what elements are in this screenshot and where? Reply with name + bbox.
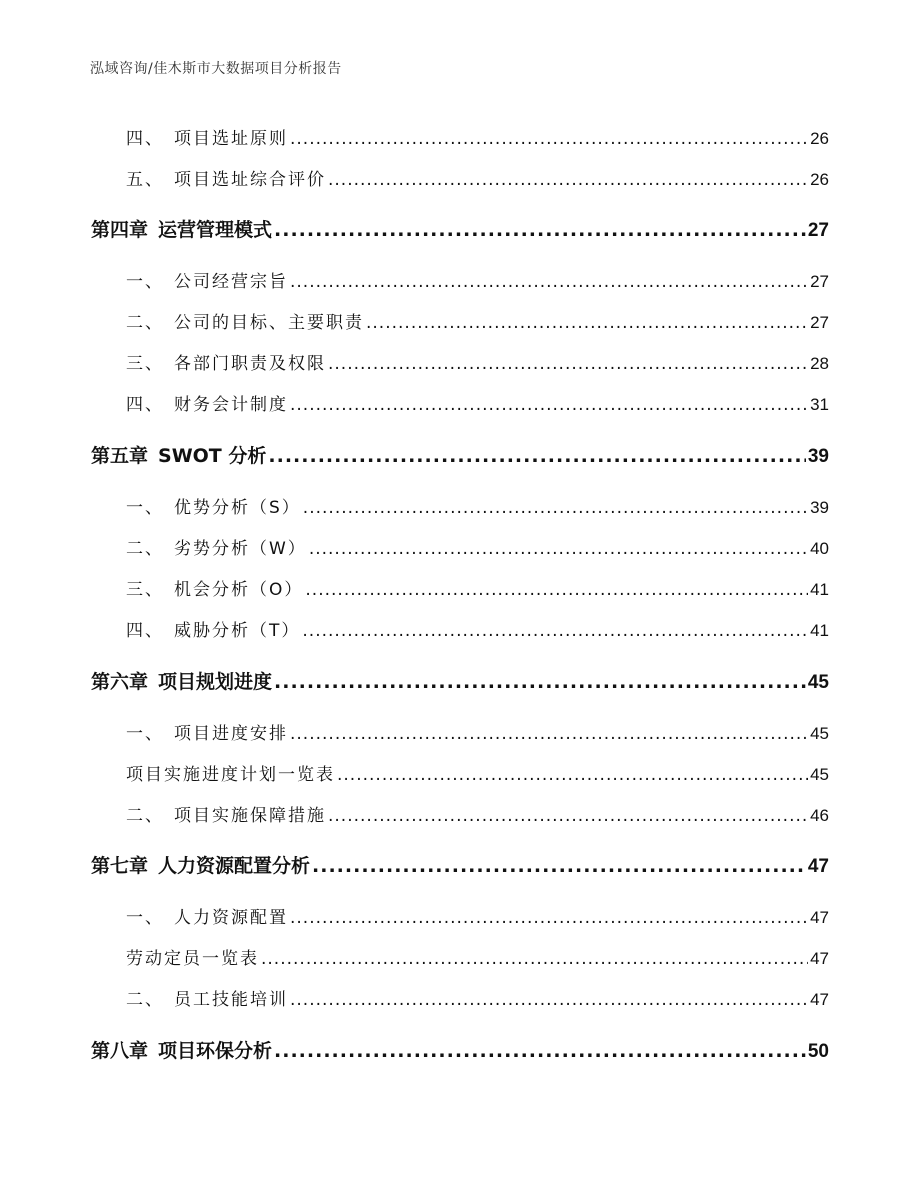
toc-entry-page: 41	[810, 621, 829, 640]
toc-entry-title: 项目选址综合评价	[174, 170, 326, 190]
toc-leader-dots	[337, 765, 808, 785]
toc-entry-number: 三、	[126, 580, 164, 600]
toc-entry-title: 机会分析（O）	[174, 580, 304, 600]
toc-entry[interactable]	[126, 534, 829, 559]
running-header: 泓域咨询/佳木斯市大数据项目分析报告	[90, 61, 342, 77]
toc-entry-number: 三、	[126, 354, 164, 374]
toc-entry[interactable]	[126, 616, 829, 641]
toc-leader-dots	[261, 949, 808, 969]
toc-entry-number: 一、	[126, 272, 164, 292]
toc-chapter-number: 第八章	[91, 1040, 149, 1062]
toc-leader-dots	[274, 671, 806, 693]
toc-entry-title: 人力资源配置	[174, 908, 288, 928]
toc-chapter-page: 45	[807, 672, 829, 693]
toc-entry-number: 二、	[126, 539, 164, 559]
toc-entry-title: 项目选址原则	[174, 129, 288, 149]
toc-chapter-entry[interactable]	[91, 1036, 829, 1063]
toc-entry-number: 四、	[126, 129, 164, 149]
toc-entry-title: 员工技能培训	[174, 990, 288, 1010]
toc-entry-page: 28	[810, 354, 829, 373]
toc-leader-dots	[366, 313, 808, 333]
toc-leader-dots	[290, 724, 808, 744]
toc-entry[interactable]	[126, 308, 829, 333]
toc-entry-page: 26	[810, 129, 829, 148]
toc-leader-dots	[302, 621, 808, 641]
toc-leader-dots	[274, 219, 806, 241]
toc-entry-page: 27	[810, 272, 829, 291]
toc-entry-title: 公司的目标、主要职责	[174, 313, 364, 333]
toc-entry[interactable]	[126, 349, 829, 374]
toc-entry-page: 45	[810, 765, 829, 784]
toc-entry-title: 劳动定员一览表	[126, 949, 259, 969]
toc-chapter-title: 人力资源配置分析	[158, 855, 311, 877]
toc-entry-number: 二、	[126, 990, 164, 1010]
toc-entry[interactable]	[126, 575, 829, 600]
toc-entry-title: 劣势分析（W）	[174, 539, 307, 559]
toc-chapter-title: 项目规划进度	[158, 671, 273, 693]
toc-entry-page: 47	[810, 949, 829, 968]
toc-leader-dots	[290, 990, 808, 1010]
toc-leader-dots	[305, 580, 808, 600]
toc-leader-dots	[274, 1040, 806, 1062]
toc-entry-page: 45	[810, 724, 829, 743]
toc-entry[interactable]	[126, 165, 829, 190]
toc-entry[interactable]	[126, 267, 829, 292]
toc-entry-page: 41	[810, 580, 829, 599]
toc-entry-title: 财务会计制度	[174, 395, 288, 415]
toc-entry-title: 各部门职责及权限	[174, 354, 326, 374]
toc-chapter-entry[interactable]	[91, 441, 829, 468]
toc-chapter-page: 50	[807, 1041, 829, 1062]
toc-leader-dots	[312, 855, 806, 877]
toc-chapter-title: 运营管理模式	[158, 219, 273, 241]
toc-leader-dots	[328, 806, 808, 826]
toc-chapter-number: 第七章	[91, 855, 149, 877]
toc-chapter-page: 27	[807, 220, 829, 241]
toc-entry-page: 46	[810, 806, 829, 825]
toc-chapter-number: 第六章	[91, 671, 149, 693]
toc-entry-title: 公司经营宗旨	[174, 272, 288, 292]
toc-chapter-number: 第五章	[91, 445, 149, 467]
toc-entry[interactable]	[126, 390, 829, 415]
toc-entry-number: 四、	[126, 395, 164, 415]
toc-entry-page: 39	[810, 498, 829, 517]
toc-leader-dots	[290, 395, 808, 415]
toc-entry[interactable]	[126, 903, 829, 928]
toc-entry[interactable]	[126, 944, 829, 969]
toc-chapter-page: 39	[807, 446, 829, 467]
toc-entry-title: 项目实施保障措施	[174, 806, 326, 826]
toc-entry-title: 优势分析（S）	[174, 498, 301, 518]
toc-entry[interactable]	[126, 760, 829, 785]
toc-entry[interactable]	[126, 985, 829, 1010]
toc-chapter-title: SWOT 分析	[158, 445, 267, 467]
toc-entry-number: 二、	[126, 313, 164, 333]
toc-chapter-page: 47	[807, 856, 829, 877]
toc-entry-number: 四、	[126, 621, 164, 641]
toc-leader-dots	[328, 354, 808, 374]
toc-chapter-entry[interactable]	[91, 667, 829, 694]
toc-entry[interactable]	[126, 719, 829, 744]
toc-leader-dots	[309, 539, 808, 559]
toc-leader-dots	[328, 170, 808, 190]
toc-entry[interactable]	[126, 801, 829, 826]
toc-entry-title: 项目进度安排	[174, 724, 288, 744]
toc-leader-dots	[268, 445, 805, 467]
toc-chapter-entry[interactable]	[91, 215, 829, 242]
toc-chapter-title: 项目环保分析	[158, 1040, 273, 1062]
toc-entry-page: 47	[810, 908, 829, 927]
toc-leader-dots	[290, 272, 808, 292]
toc-entry-number: 一、	[126, 498, 164, 518]
toc-leader-dots	[290, 908, 808, 928]
toc-leader-dots	[290, 129, 808, 149]
toc-entry-page: 40	[810, 539, 829, 558]
toc-entry-page: 47	[810, 990, 829, 1009]
toc-chapter-entry[interactable]	[91, 851, 829, 878]
toc-entry-page: 31	[810, 395, 829, 414]
toc-entry-page: 26	[810, 170, 829, 189]
toc-entry[interactable]	[126, 124, 829, 149]
toc-leader-dots	[303, 498, 808, 518]
toc-entry-number: 五、	[126, 170, 164, 190]
toc-chapter-number: 第四章	[91, 219, 149, 241]
toc-entry[interactable]	[126, 493, 829, 518]
toc-entry-page: 27	[810, 313, 829, 332]
toc-entry-number: 二、	[126, 806, 164, 826]
toc-entry-number: 一、	[126, 724, 164, 744]
toc-entry-number: 一、	[126, 908, 164, 928]
toc-entry-title: 威胁分析（T）	[174, 621, 301, 641]
toc-entry-title: 项目实施进度计划一览表	[126, 765, 335, 785]
